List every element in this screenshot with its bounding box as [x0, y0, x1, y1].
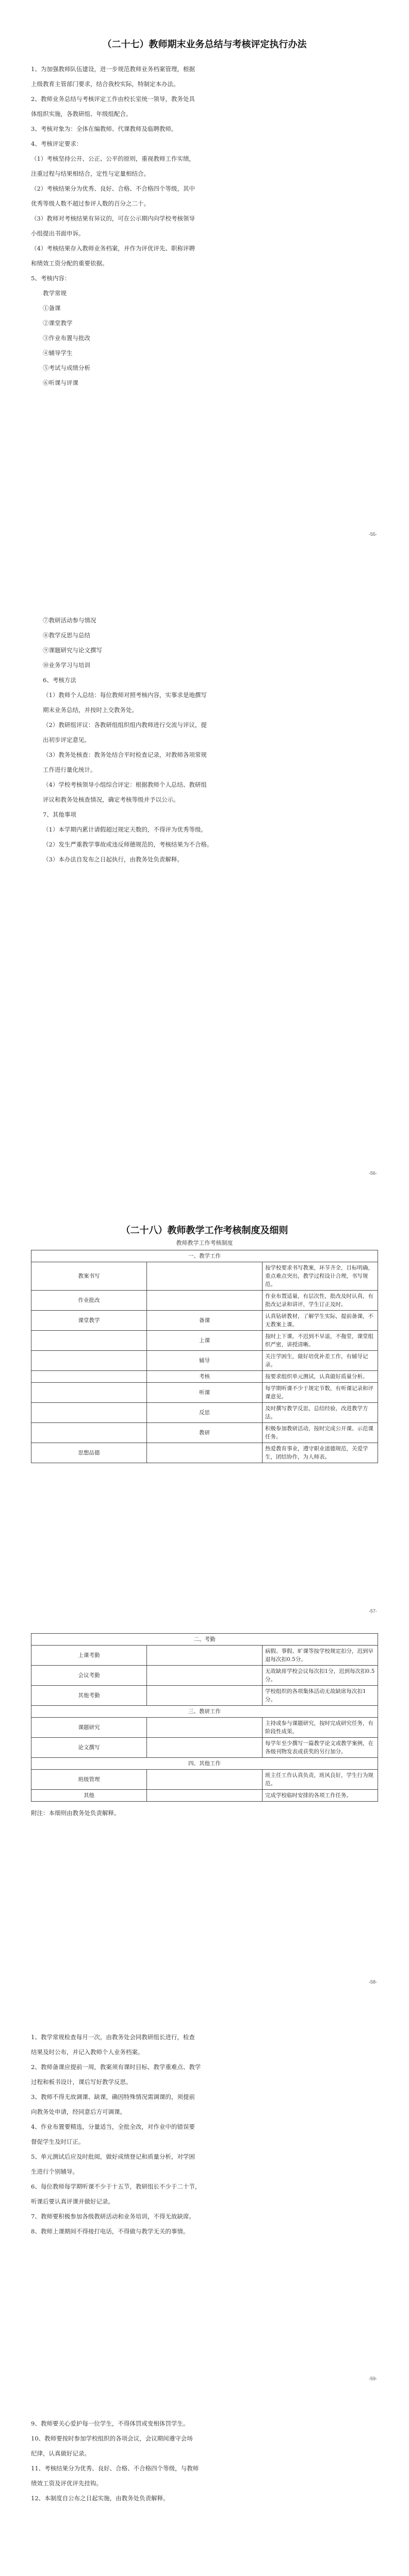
document-title-27: （二十七）教师期末业务总结与考核评定执行办法: [102, 39, 307, 49]
text-line: 注重过程与结果相结合，定性与定量相结合。: [31, 170, 150, 177]
text-line: （4）考核结果存入教师业务档案，并作为评优评先、职称评聘: [31, 245, 195, 252]
text-line: 3、考核对象为：全体在编教师、代课教师及临聘教师。: [31, 125, 177, 132]
text-line: （2）教研组评议：各教研组组织组内教师进行交流与评议，提: [43, 721, 207, 728]
text-line: 8、教师上课期间不得接打电话，不得做与教学无关的事情。: [31, 2228, 189, 2235]
text-line: （2）考核结果分为优秀、良好、合格、不合格四个等级，其中: [31, 185, 195, 192]
requirement-cell: 按学校要求书写教案，环节齐全，目标明确，重点难点突出，教学过程设计合理，书写规范。: [263, 1262, 378, 1291]
section-header-cell: 一、教学工作: [31, 1250, 378, 1262]
text-line: 评议和教务处核查情况，确定考核等级并予以公示。: [43, 796, 179, 803]
page-2-body: [31, 613, 378, 867]
evaluation-table-1: [31, 1250, 378, 1463]
text-line: 教学常规: [43, 290, 67, 297]
subcategory-cell: [147, 1443, 263, 1463]
subcategory-cell: 考核: [147, 1371, 263, 1383]
section-header-cell: 四、其他工作: [31, 1758, 378, 1770]
requirement-cell: 每学期听课不少于规定节数，有听课记录和评课意见。: [263, 1383, 378, 1403]
subcategory-cell: 上课: [147, 1331, 263, 1351]
category-cell: 会议考勤: [31, 1666, 147, 1686]
table-row: [31, 1250, 378, 1262]
table-row: [31, 1371, 378, 1383]
section-header-cell: 二、考勤: [31, 1634, 378, 1646]
text-line: ⑤考试与成绩分析: [43, 364, 90, 371]
text-line: （1）本学期内累计请假超过规定天数的，不得评为优秀等级。: [43, 826, 207, 833]
text-line: ⑧教学反思与总结: [43, 632, 90, 639]
page-number: -55-: [368, 532, 377, 537]
page-5: [0, 2020, 409, 2391]
text-line: 1、为加强教师队伍建设，进一步规范教师业务档案管理，根据: [31, 65, 195, 73]
category-cell: 其他考勤: [31, 1686, 147, 1706]
table-row: [31, 1646, 378, 1666]
category-cell: [31, 1371, 147, 1383]
subcategory-cell: [147, 1738, 263, 1758]
table-row: [31, 1291, 378, 1311]
table-row: [31, 1790, 378, 1802]
requirement-cell: 无故缺席学校会议每次扣1分，迟到每次扣0.5分。: [263, 1666, 378, 1686]
page-1-list: [31, 286, 378, 391]
page-number: -58-: [368, 1979, 377, 1985]
subcategory-cell: 辅导: [147, 1351, 263, 1371]
table-row: [31, 1758, 378, 1770]
requirement-cell: 主持或参与课题研究，按时完成研究任务，有阶段性成果。: [263, 1718, 378, 1738]
category-cell: [31, 1403, 147, 1423]
text-line: 1、教学常规检查每月一次，由教务处会同教研组长进行，检查: [31, 2033, 195, 2041]
requirement-cell: 每学年至少撰写一篇教学论文或教学案例，在各级刊物发表或获奖的另行加分。: [263, 1738, 378, 1758]
requirement-cell: 作业布置适量，有层次性，批改及时认真，有批改记录和讲评，学生订正及时。: [263, 1291, 378, 1311]
text-line: 绩效工资及评优评先挂钩。: [31, 2480, 102, 2487]
requirement-cell: 关注学困生，做好培优补差工作，有辅导记录。: [263, 1351, 378, 1371]
category-cell: 思想品德: [31, 1443, 147, 1463]
table-row: [31, 1770, 378, 1790]
category-cell: 其他: [31, 1790, 147, 1802]
text-line: 体组织实施，各教研组、年级组配合。: [31, 110, 132, 117]
text-line: ②课堂教学: [43, 319, 73, 327]
table-row: [31, 1634, 378, 1646]
page-1-body: [31, 62, 378, 286]
subcategory-cell: 备课: [147, 1311, 263, 1331]
subcategory-cell: [147, 1686, 263, 1706]
requirement-cell: 热爱教育事业，遵守职业道德规范，关爱学生，团结协作，为人师表。: [263, 1443, 378, 1463]
text-line: 2、教师业务总结与考核评定工作由校长室统一领导，教务处具: [31, 95, 195, 103]
text-line: 上级教育主管部门要求，结合我校实际，特制定本办法。: [31, 80, 179, 88]
text-line: 生进行个别辅导。: [31, 2168, 78, 2175]
text-line: （2）发生严重教学事故或违反师德规范的，考核结果为不合格。: [43, 841, 213, 848]
category-cell: 课堂教学: [31, 1311, 147, 1331]
page-1: [0, 0, 409, 546]
requirement-cell: 完成学校临时安排的各项工作任务。: [263, 1790, 378, 1802]
text-line: （3）教师对考核结果有异议的，可在公示期内向学校考核领导: [31, 215, 195, 222]
category-cell: [31, 1423, 147, 1443]
requirement-cell: 按要求组织单元测试，认真做好质量分析。: [263, 1371, 378, 1383]
section-header-cell: 三、教研工作: [31, 1706, 378, 1718]
table-note: 附注：本细则由教务处负责解释。: [31, 1809, 120, 1817]
table-row: [31, 1686, 378, 1706]
category-cell: 作业批改: [31, 1291, 147, 1311]
page-number: -59-: [368, 2376, 377, 2381]
table-row: [31, 1666, 378, 1686]
text-line: （4）学校考核领导小组综合评定：根据教师个人总结、教研组: [43, 781, 207, 788]
text-line: 2、教师备课应提前一周，教案须有课时目标、教学重难点、教学: [31, 2063, 201, 2071]
text-line: 11、考核结果分为优秀、良好、合格、不合格四个等级，与教师: [31, 2465, 199, 2472]
table-row: [31, 1738, 378, 1758]
text-line: ③作业布置与批改: [43, 334, 90, 342]
text-line: ④辅导学生: [43, 349, 73, 357]
subcategory-cell: 教研: [147, 1423, 263, 1443]
subcategory-cell: [147, 1291, 263, 1311]
page-6-body: [31, 2416, 378, 2506]
table-row: [31, 1383, 378, 1403]
text-line: 督促学生及时订正。: [31, 2138, 85, 2145]
category-cell: [31, 1383, 147, 1403]
table-row: [31, 1443, 378, 1463]
table-row: [31, 1718, 378, 1738]
text-line: ⑨课题研究与论文撰写: [43, 647, 102, 654]
subcategory-cell: [147, 1790, 263, 1802]
text-line: 7、其他事项: [43, 811, 76, 818]
table-row: [31, 1331, 378, 1351]
page-5-body: [31, 2030, 378, 2239]
subcategory-cell: [147, 1718, 263, 1738]
subcategory-cell: [147, 1666, 263, 1686]
text-line: 6、考核方法: [43, 676, 76, 684]
text-line: 工作进行量化统计。: [43, 766, 96, 773]
subcategory-cell: 听课: [147, 1383, 263, 1403]
text-line: （3）教务处核查：教务处结合平时检查记录，对教师各项常规: [43, 751, 207, 758]
page-number: -56-: [368, 1171, 377, 1176]
text-line: 期末业务总结，并按时上交教务处。: [43, 706, 138, 714]
text-line: 9、教师要关心爱护每一位学生，不得体罚或变相体罚学生。: [31, 2420, 189, 2427]
text-line: 出初步评定意见。: [43, 736, 90, 743]
category-cell: [31, 1331, 147, 1351]
text-line: 5、单元测试后应及时批阅，做好成绩登记和质量分析，对学困: [31, 2153, 195, 2160]
requirement-cell: 认真钻研教材，了解学生实际，提前备课，不无教案上课。: [263, 1311, 378, 1331]
text-line: 过程和板书设计，课后写好教学反思。: [31, 2078, 132, 2086]
text-line: 小组提出书面申诉。: [31, 230, 85, 237]
text-line: 和绩效工资分配的重要依据。: [31, 260, 108, 267]
page-4: [0, 1623, 409, 1994]
text-line: 10、教师要按时参加学校组织的各项会议，会议期间遵守会场: [31, 2435, 193, 2442]
text-line: ⑥听课与评课: [43, 379, 78, 386]
subcategory-cell: 反思: [147, 1403, 263, 1423]
category-cell: [31, 1351, 147, 1371]
category-cell: 上课考勤: [31, 1646, 147, 1666]
category-cell: 教案书写: [31, 1262, 147, 1291]
text-line: ⑦教研活动参与情况: [43, 617, 96, 624]
evaluation-table-2: [31, 1633, 378, 1802]
text-line: ①备课: [43, 304, 61, 312]
text-line: 12、本制度自公布之日起实施，由教务处负责解释。: [31, 2495, 169, 2502]
requirement-cell: 按时上下课，不迟到不早退，不拖堂，课堂组织严密，讲授清晰。: [263, 1331, 378, 1351]
table-row: [31, 1403, 378, 1423]
text-line: 4、考核评定要求：: [31, 140, 83, 147]
text-line: 4、作业布置要精选，分量适当，全批全改，对作业中的错误要: [31, 2123, 195, 2130]
page-2: [0, 577, 409, 1185]
requirement-cell: 学校组织的各项集体活动无故缺席每次扣1分。: [263, 1686, 378, 1706]
text-line: 7、教师要积极参加各级教研活动和业务培训，不得无故缺席。: [31, 2213, 195, 2220]
requirement-cell: 班主任工作认真负责，班风良好，学生行为规范。: [263, 1770, 378, 1790]
table-row: [31, 1706, 378, 1718]
category-cell: 课题研究: [31, 1718, 147, 1738]
text-line: （3）本办法自发布之日起执行，由教务处负责解释。: [43, 856, 183, 863]
text-line: 优秀等级人数不超过参评人数的百分之二十。: [31, 200, 150, 207]
subcategory-cell: [147, 1770, 263, 1790]
subcategory-cell: [147, 1262, 263, 1291]
text-line: 6、每位教师每学期听课不少于十五节，教研组长不少于二十节，: [31, 2183, 201, 2190]
text-line: 听课后要认真评课并做好记录。: [31, 2198, 114, 2205]
text-line: 纪律，认真做好记录。: [31, 2450, 90, 2457]
table-row: [31, 1311, 378, 1331]
text-line: ⑩业务学习与培训: [43, 662, 90, 669]
table-subtitle: 教师教学工作考核制度: [176, 1240, 233, 1246]
page-number: -57-: [368, 1608, 377, 1614]
category-cell: 班级管理: [31, 1770, 147, 1790]
document-title-28: （二十八）教师教学工作考核制度及细则: [121, 1225, 288, 1235]
requirement-cell: 病假、事假、旷课等按学校规定扣分，迟到早退每次扣0.5分。: [263, 1646, 378, 1666]
category-cell: 论文撰写: [31, 1738, 147, 1758]
text-line: 向教务处申请，经同意后方可调课。: [31, 2108, 126, 2115]
text-line: 5、考核内容：: [31, 275, 71, 282]
requirement-cell: 及时撰写教学反思，总结经验，改进教学方法。: [263, 1403, 378, 1423]
text-line: 3、教师不得无故调课、缺课，确因特殊情况需调课的，须提前: [31, 2093, 195, 2100]
subcategory-cell: [147, 1646, 263, 1666]
table-row: [31, 1423, 378, 1443]
table-row: [31, 1351, 378, 1371]
table-row: [31, 1262, 378, 1291]
page-3: [0, 1200, 409, 1623]
text-line: 结果及时公布，并记入教师个人业务档案。: [31, 2048, 144, 2056]
text-line: （1）教师个人总结：每位教师对照考核内容，实事求是地撰写: [43, 691, 207, 699]
requirement-cell: 积极参加教研活动，按时完成公开课、示范课任务。: [263, 1423, 378, 1443]
text-line: （1）考核坚持公开、公正、公平的原则，重视教师工作实绩，: [31, 155, 195, 162]
page-6: [0, 2406, 409, 2576]
